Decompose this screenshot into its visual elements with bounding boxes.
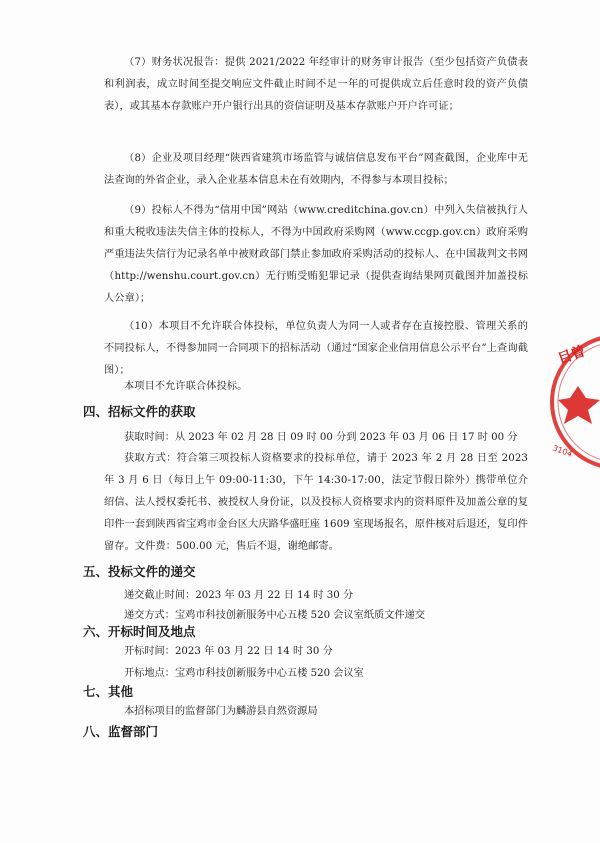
opening-place-value: 宝鸡市科技创新服务中心五楼 520 会议室 — [174, 668, 364, 679]
opening-place-label: 开标地点： — [124, 668, 175, 679]
opening-time-label: 开标时间： — [124, 646, 175, 657]
section-heading-opening: 六、开标时间及地点 — [83, 624, 196, 639]
submit-deadline-line — [124, 586, 353, 606]
paragraph-no-consortium: 本项目不允许联合体投标。 — [124, 381, 248, 392]
acquire-method-paragraph: 获取方式：符合第三项投标人资格要求的投标单位，请于 2023 年 2 月 28 日至 2023 年 3 月 6 日（每日上午 09:00-11:30，下午 14:30-17:00，法定节假日除外）携带单位介绍信、法人授权委托书、被授权人身份证，以及投标人资格要求内的资料原件及加盖公章的复印件一套到陕西省宝鸡市金台区大庆路华盛旺座 1609 室现场报名，原件核对后退还，复印件留存。文件费：500.00 元，售后不退，谢绝邮寄。 — [104, 453, 528, 552]
section-heading-submit: 五、投标文件的递交 — [83, 564, 196, 579]
opening-time-value: 2023 年 03 月 22 日 14 时 30 分 — [174, 646, 333, 657]
paragraph-financial-report: （7）财务状况报告：提供 2021/2022 年经审计的财务审计报告（至少包括资产负债表和利润表，成立时间至提交响应文件截止时间不足一年的可提供成立后任意时段的资产负债表），或其基本存款账户开户银行出具的资信证明及基本存款账户开户许可证； — [104, 57, 528, 112]
other-text: 本招标项目的监督部门为麟游县自然资源局 — [124, 706, 318, 717]
paragraph-credit-check: （9）投标人不得为“信用中国”网站（www.creditchina.gov.cn）中列入失信被执行人和重大税收违法失信主体的投标人，不得为中国政府采购网（www.ccgp.gov.cn）政府采购严重违法失信行为记录名单中被财政部门禁止参加政府采购活动的投标人、在中国裁判文书网（http://wenshu.court.gov.cn）无行贿受贿犯罪记录（提供查询结果网页截图并加盖投标人公章）； — [104, 205, 528, 304]
submit-method-label: 递交方式： — [124, 610, 175, 621]
seal-text-top: 目曾 — [555, 343, 588, 368]
seal-text-bottom: 3104 — [551, 443, 574, 459]
paragraph-construction-platform: （8）企业及项目经理“陕西省建筑市场监管与诚信信息发布平台”网查截图，企业库中无法查询的外省企业，录入企业基本信息未在有效期内，不得参与本项目投标； — [104, 153, 528, 186]
opening-time-line — [124, 642, 333, 662]
submit-deadline-label: 递交截止时间： — [124, 590, 196, 601]
acquire-time-label: 获取时间： — [124, 432, 175, 443]
acquire-time-value: 从 2023 年 02 月 28 日 09 时 00 分到 2023 年 03 月 06 日 17 时 00 分 — [174, 432, 518, 443]
paragraph-no-consortium-detail: （10）本项目不允许联合体投标，单位负责人为同一人或者存在直接控股、管理关系的不同投标人，不得参加同一合同项下的招标活动（通过“国家企业信用信息公示平台”上查询截图）； — [104, 321, 528, 376]
opening-place-line — [124, 664, 364, 684]
section-heading-other: 七、其他 — [83, 684, 134, 699]
section-heading-acquire: 四、招标文件的获取 — [83, 404, 196, 419]
seal-graphic — [540, 320, 600, 480]
submit-method-value: 宝鸡市科技创新服务中心五楼 520 会议室纸质文件递交 — [174, 610, 425, 621]
section-heading-supervision: 八、监督部门 — [83, 724, 159, 739]
official-seal — [540, 320, 600, 480]
submit-deadline-value: 2023 年 03 月 22 日 14 时 30 分 — [195, 590, 354, 601]
acquire-time-line — [124, 428, 518, 448]
